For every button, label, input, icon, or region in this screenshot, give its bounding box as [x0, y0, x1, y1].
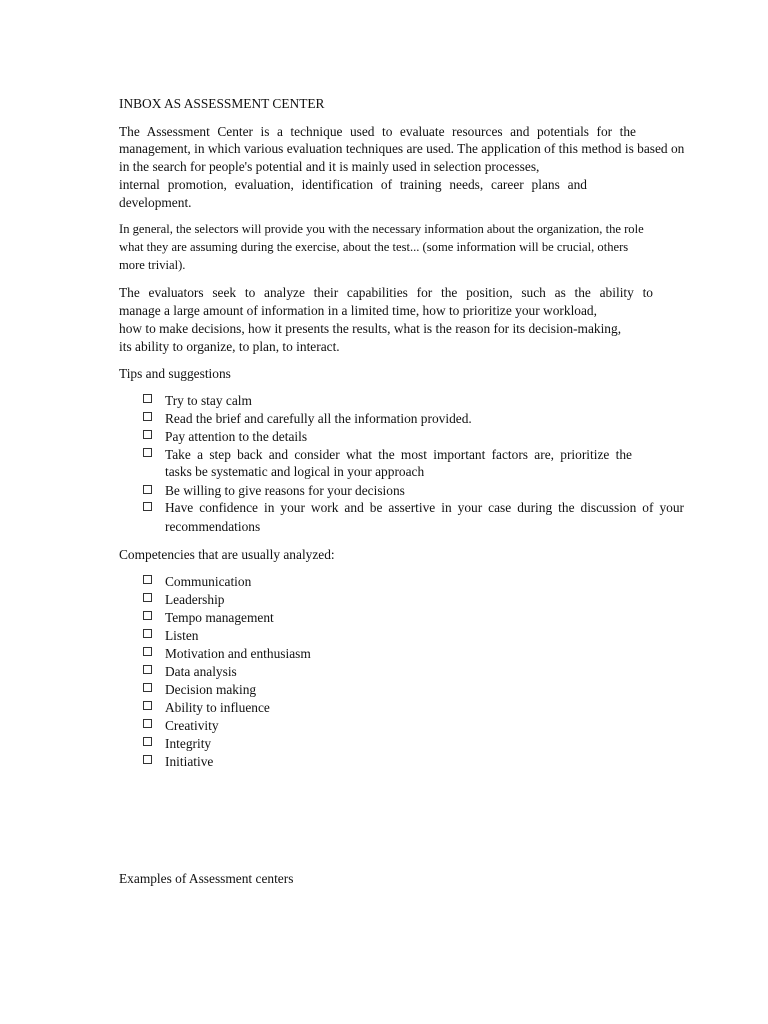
paragraph-1-line-1: The Assessment Center is a technique used to evaluate resources and potentials for the [119, 124, 636, 139]
competency-item: Tempo management [165, 610, 274, 625]
tip-item: Try to stay calm [165, 393, 252, 408]
examples-heading: Examples of Assessment centers [119, 871, 294, 886]
competency-item: Initiative [165, 754, 214, 769]
competency-item: Data analysis [165, 664, 237, 679]
checkbox-bullet-icon [143, 629, 152, 638]
paragraph-1-line-2: management, in which various evaluation techniques are used. The application of this method is based on [119, 141, 685, 156]
tip-item: Have confidence in your work and be assertive in your case during the discussion of your [165, 500, 684, 515]
paragraph-1-line-3: in the search for people's potential and it is mainly used in selection processes, [119, 159, 540, 174]
competency-item: Communication [165, 574, 252, 589]
tip-item: Take a step back and consider what the most important factors are, prioritize the [165, 447, 632, 462]
checkbox-bullet-icon [143, 593, 152, 602]
checkbox-bullet-icon [143, 448, 152, 457]
checkbox-bullet-icon [143, 701, 152, 710]
checkbox-bullet-icon [143, 737, 152, 746]
paragraph-2-line-1: In general, the selectors will provide you with the necessary information about the organization, the role [119, 222, 644, 236]
competency-item: Creativity [165, 718, 219, 733]
tips-heading: Tips and suggestions [119, 366, 231, 381]
competencies-heading: Competencies that are usually analyzed: [119, 547, 335, 562]
checkbox-bullet-icon [143, 719, 152, 728]
competency-item: Decision making [165, 682, 257, 697]
checkbox-bullet-icon [143, 575, 152, 584]
tip-item-continuation: recommendations [165, 519, 261, 534]
paragraph-3-line-2: manage a large amount of information in a limited time, how to prioritize your workload, [119, 303, 597, 318]
competency-item: Leadership [165, 592, 225, 607]
competency-item: Ability to influence [165, 700, 270, 715]
paragraph-2-line-2: what they are assuming during the exercise, about the test... (some information will be crucial, others [119, 240, 629, 254]
paragraph-3-line-1: The evaluators seek to analyze their capabilities for the position, such as the ability to [119, 285, 653, 300]
checkbox-bullet-icon [143, 683, 152, 692]
paragraph-3-line-3: how to make decisions, how it presents the results, what is the reason for its decision-making, [119, 321, 622, 336]
checkbox-bullet-icon [143, 412, 152, 421]
tip-item: Be willing to give reasons for your decisions [165, 483, 405, 498]
checkbox-bullet-icon [143, 502, 152, 511]
checkbox-bullet-icon [143, 755, 152, 764]
tip-item: Read the brief and carefully all the information provided. [165, 411, 472, 426]
paragraph-2-line-3: more trivial). [119, 258, 186, 272]
paragraph-1-line-5: development. [119, 195, 192, 210]
paragraph-1-line-4: internal promotion, evaluation, identification of training needs, career plans and [119, 177, 587, 192]
checkbox-bullet-icon [143, 665, 152, 674]
checkbox-bullet-icon [143, 647, 152, 656]
competency-item: Listen [165, 628, 199, 643]
tip-item-continuation: tasks be systematic and logical in your approach [165, 464, 425, 479]
competency-item: Integrity [165, 736, 212, 751]
document-title: INBOX AS ASSESSMENT CENTER [119, 96, 325, 111]
checkbox-bullet-icon [143, 394, 152, 403]
competency-item: Motivation and enthusiasm [165, 646, 311, 661]
paragraph-3-line-4: its ability to organize, to plan, to interact. [119, 339, 340, 354]
tip-item: Pay attention to the details [165, 429, 308, 444]
checkbox-bullet-icon [143, 430, 152, 439]
checkbox-bullet-icon [143, 611, 152, 620]
checkbox-bullet-icon [143, 485, 152, 494]
